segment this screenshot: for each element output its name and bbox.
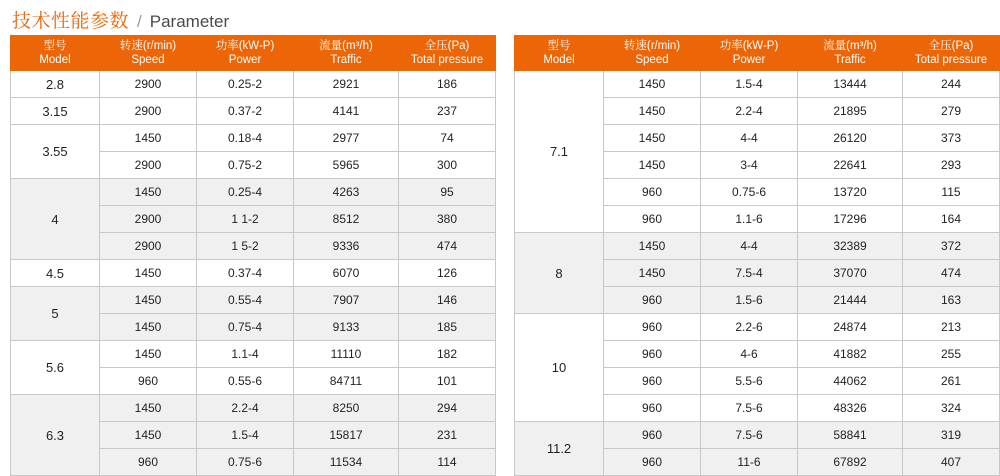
cell-power: 0.75-6 <box>197 449 294 476</box>
table-body-right <box>515 71 1000 476</box>
column-header-en: Total pressure <box>914 54 988 66</box>
parameter-tables <box>10 35 990 476</box>
cell-pressure: 407 <box>903 449 1000 476</box>
column-header-en: Model <box>39 54 71 66</box>
cell-traffic: 37070 <box>798 260 903 287</box>
cell-traffic: 5965 <box>294 152 399 179</box>
cell-power: 1.5-4 <box>197 422 294 449</box>
cell-pressure: 126 <box>399 260 496 287</box>
cell-power: 2.2-4 <box>197 395 294 422</box>
cell-speed: 2900 <box>100 152 197 179</box>
cell-pressure: 261 <box>903 368 1000 395</box>
column-header-0-left <box>11 36 100 71</box>
column-header-cn: 转速(r/min) <box>623 39 681 52</box>
cell-traffic: 13720 <box>798 179 903 206</box>
cell-power: 2.2-4 <box>701 98 798 125</box>
column-header-en: Traffic <box>834 54 866 66</box>
cell-power: 1.1-6 <box>701 206 798 233</box>
cell-power: 0.18-4 <box>197 125 294 152</box>
cell-speed: 1450 <box>604 125 701 152</box>
cell-model: 3.55 <box>11 125 100 179</box>
cell-pressure: 294 <box>399 395 496 422</box>
column-header-en: Speed <box>131 54 165 66</box>
title-separator: / <box>137 12 142 31</box>
cell-speed: 1450 <box>604 260 701 287</box>
cell-pressure: 373 <box>903 125 1000 152</box>
cell-speed: 2900 <box>100 71 197 98</box>
cell-traffic: 8250 <box>294 395 399 422</box>
cell-traffic: 21895 <box>798 98 903 125</box>
column-header-cn: 全压(Pa) <box>424 39 470 52</box>
cell-pressure: 213 <box>903 314 1000 341</box>
cell-model: 8 <box>515 233 604 314</box>
table-row <box>515 314 1000 341</box>
cell-traffic: 7907 <box>294 287 399 314</box>
column-header-0-right <box>515 36 604 71</box>
cell-speed: 1450 <box>100 179 197 206</box>
cell-traffic: 21444 <box>798 287 903 314</box>
cell-pressure: 115 <box>903 179 1000 206</box>
cell-pressure: 244 <box>903 71 1000 98</box>
cell-speed: 960 <box>100 368 197 395</box>
table-row <box>11 179 496 206</box>
cell-pressure: 279 <box>903 98 1000 125</box>
cell-pressure: 300 <box>399 152 496 179</box>
cell-speed: 2900 <box>100 98 197 125</box>
column-header-1-left <box>100 36 197 71</box>
column-header-3-right <box>798 36 903 71</box>
table-row <box>11 125 496 152</box>
cell-pressure: 74 <box>399 125 496 152</box>
cell-traffic: 17296 <box>798 206 903 233</box>
column-header-en: Traffic <box>330 54 362 66</box>
table-body-left <box>11 71 496 476</box>
cell-speed: 960 <box>604 179 701 206</box>
cell-model: 11.2 <box>515 422 604 476</box>
table-row <box>11 260 496 287</box>
cell-power: 0.37-2 <box>197 98 294 125</box>
cell-speed: 960 <box>100 449 197 476</box>
cell-traffic: 22641 <box>798 152 903 179</box>
cell-model: 4 <box>11 179 100 260</box>
table-row <box>515 71 1000 98</box>
page-title <box>10 6 990 30</box>
cell-power: 0.55-4 <box>197 287 294 314</box>
column-header-cn: 功率(kW-P) <box>215 39 275 52</box>
cell-speed: 1450 <box>100 260 197 287</box>
table-row <box>11 71 496 98</box>
table-row <box>11 98 496 125</box>
cell-speed: 1450 <box>604 71 701 98</box>
cell-pressure: 474 <box>903 260 1000 287</box>
cell-speed: 1450 <box>100 314 197 341</box>
cell-power: 5.5-6 <box>701 368 798 395</box>
cell-power: 4-6 <box>701 341 798 368</box>
cell-pressure: 319 <box>903 422 1000 449</box>
page-title-cn: 技术性能参数 <box>12 11 130 32</box>
cell-speed: 960 <box>604 206 701 233</box>
cell-model: 4.5 <box>11 260 100 287</box>
table-header-right <box>515 36 1000 71</box>
cell-pressure: 164 <box>903 206 1000 233</box>
cell-traffic: 26120 <box>798 125 903 152</box>
column-header-cn: 流量(m³/h) <box>823 39 877 52</box>
cell-traffic: 8512 <box>294 206 399 233</box>
column-header-1-right <box>604 36 701 71</box>
cell-model: 5 <box>11 287 100 341</box>
cell-traffic: 44062 <box>798 368 903 395</box>
cell-power: 7.5-4 <box>701 260 798 287</box>
column-header-cn: 功率(kW-P) <box>719 39 779 52</box>
cell-power: 1 1-2 <box>197 206 294 233</box>
cell-traffic: 15817 <box>294 422 399 449</box>
page-title-en: Parameter <box>149 12 230 31</box>
cell-model: 7.1 <box>515 71 604 233</box>
cell-power: 7.5-6 <box>701 422 798 449</box>
cell-traffic: 24874 <box>798 314 903 341</box>
cell-model: 2.8 <box>11 71 100 98</box>
table-row <box>515 233 1000 260</box>
column-header-cn: 型号 <box>547 39 571 52</box>
cell-power: 0.25-2 <box>197 71 294 98</box>
column-header-cn: 型号 <box>43 39 67 52</box>
table-row <box>515 422 1000 449</box>
table-row <box>11 395 496 422</box>
cell-traffic: 13444 <box>798 71 903 98</box>
cell-model: 10 <box>515 314 604 422</box>
cell-speed: 960 <box>604 449 701 476</box>
cell-power: 0.25-4 <box>197 179 294 206</box>
cell-power: 3-4 <box>701 152 798 179</box>
cell-power: 4-4 <box>701 125 798 152</box>
cell-traffic: 84711 <box>294 368 399 395</box>
cell-speed: 1450 <box>100 125 197 152</box>
cell-traffic: 11110 <box>294 341 399 368</box>
cell-speed: 960 <box>604 422 701 449</box>
column-header-4-left <box>399 36 496 71</box>
cell-speed: 2900 <box>100 233 197 260</box>
cell-speed: 1450 <box>604 152 701 179</box>
cell-traffic: 6070 <box>294 260 399 287</box>
cell-traffic: 48326 <box>798 395 903 422</box>
cell-pressure: 372 <box>903 233 1000 260</box>
column-header-4-right <box>903 36 1000 71</box>
cell-pressure: 146 <box>399 287 496 314</box>
cell-speed: 960 <box>604 314 701 341</box>
spec-table-left <box>10 35 496 476</box>
cell-pressure: 380 <box>399 206 496 233</box>
cell-pressure: 231 <box>399 422 496 449</box>
cell-pressure: 95 <box>399 179 496 206</box>
cell-speed: 1450 <box>100 341 197 368</box>
cell-pressure: 101 <box>399 368 496 395</box>
cell-traffic: 2977 <box>294 125 399 152</box>
table-row <box>11 287 496 314</box>
cell-speed: 1450 <box>100 395 197 422</box>
cell-speed: 960 <box>604 287 701 314</box>
cell-power: 0.55-6 <box>197 368 294 395</box>
cell-pressure: 255 <box>903 341 1000 368</box>
cell-traffic: 2921 <box>294 71 399 98</box>
cell-traffic: 9336 <box>294 233 399 260</box>
cell-power: 0.75-4 <box>197 314 294 341</box>
table-row <box>11 341 496 368</box>
column-header-cn: 流量(m³/h) <box>319 39 373 52</box>
column-header-2-right <box>701 36 798 71</box>
cell-pressure: 293 <box>903 152 1000 179</box>
cell-speed: 1450 <box>604 98 701 125</box>
cell-traffic: 4263 <box>294 179 399 206</box>
cell-speed: 1450 <box>100 422 197 449</box>
cell-traffic: 4141 <box>294 98 399 125</box>
column-header-en: Speed <box>635 54 669 66</box>
column-header-en: Power <box>732 54 766 66</box>
cell-pressure: 324 <box>903 395 1000 422</box>
cell-power: 0.75-2 <box>197 152 294 179</box>
cell-traffic: 41882 <box>798 341 903 368</box>
cell-power: 4-4 <box>701 233 798 260</box>
cell-speed: 960 <box>604 341 701 368</box>
column-header-en: Total pressure <box>410 54 484 66</box>
spec-table-right <box>514 35 1000 476</box>
column-header-cn: 全压(Pa) <box>928 39 974 52</box>
cell-power: 1 5-2 <box>197 233 294 260</box>
cell-traffic: 67892 <box>798 449 903 476</box>
cell-power: 0.37-4 <box>197 260 294 287</box>
cell-power: 1.5-6 <box>701 287 798 314</box>
cell-pressure: 163 <box>903 287 1000 314</box>
cell-traffic: 11534 <box>294 449 399 476</box>
cell-model: 3.15 <box>11 98 100 125</box>
column-header-2-left <box>197 36 294 71</box>
cell-model: 6.3 <box>11 395 100 476</box>
cell-speed: 1450 <box>604 233 701 260</box>
cell-power: 7.5-6 <box>701 395 798 422</box>
column-header-en: Model <box>543 54 575 66</box>
cell-pressure: 186 <box>399 71 496 98</box>
cell-power: 0.75-6 <box>701 179 798 206</box>
cell-traffic: 58841 <box>798 422 903 449</box>
column-header-3-left <box>294 36 399 71</box>
cell-traffic: 9133 <box>294 314 399 341</box>
cell-model: 5.6 <box>11 341 100 395</box>
cell-pressure: 237 <box>399 98 496 125</box>
cell-speed: 2900 <box>100 206 197 233</box>
cell-pressure: 114 <box>399 449 496 476</box>
cell-power: 1.1-4 <box>197 341 294 368</box>
cell-pressure: 474 <box>399 233 496 260</box>
table-header-left <box>11 36 496 71</box>
cell-power: 2.2-6 <box>701 314 798 341</box>
cell-pressure: 182 <box>399 341 496 368</box>
cell-traffic: 32389 <box>798 233 903 260</box>
cell-power: 1.5-4 <box>701 71 798 98</box>
cell-speed: 1450 <box>100 287 197 314</box>
cell-power: 11-6 <box>701 449 798 476</box>
cell-speed: 960 <box>604 368 701 395</box>
column-header-cn: 转速(r/min) <box>119 39 177 52</box>
cell-speed: 960 <box>604 395 701 422</box>
cell-pressure: 185 <box>399 314 496 341</box>
column-header-en: Power <box>228 54 262 66</box>
